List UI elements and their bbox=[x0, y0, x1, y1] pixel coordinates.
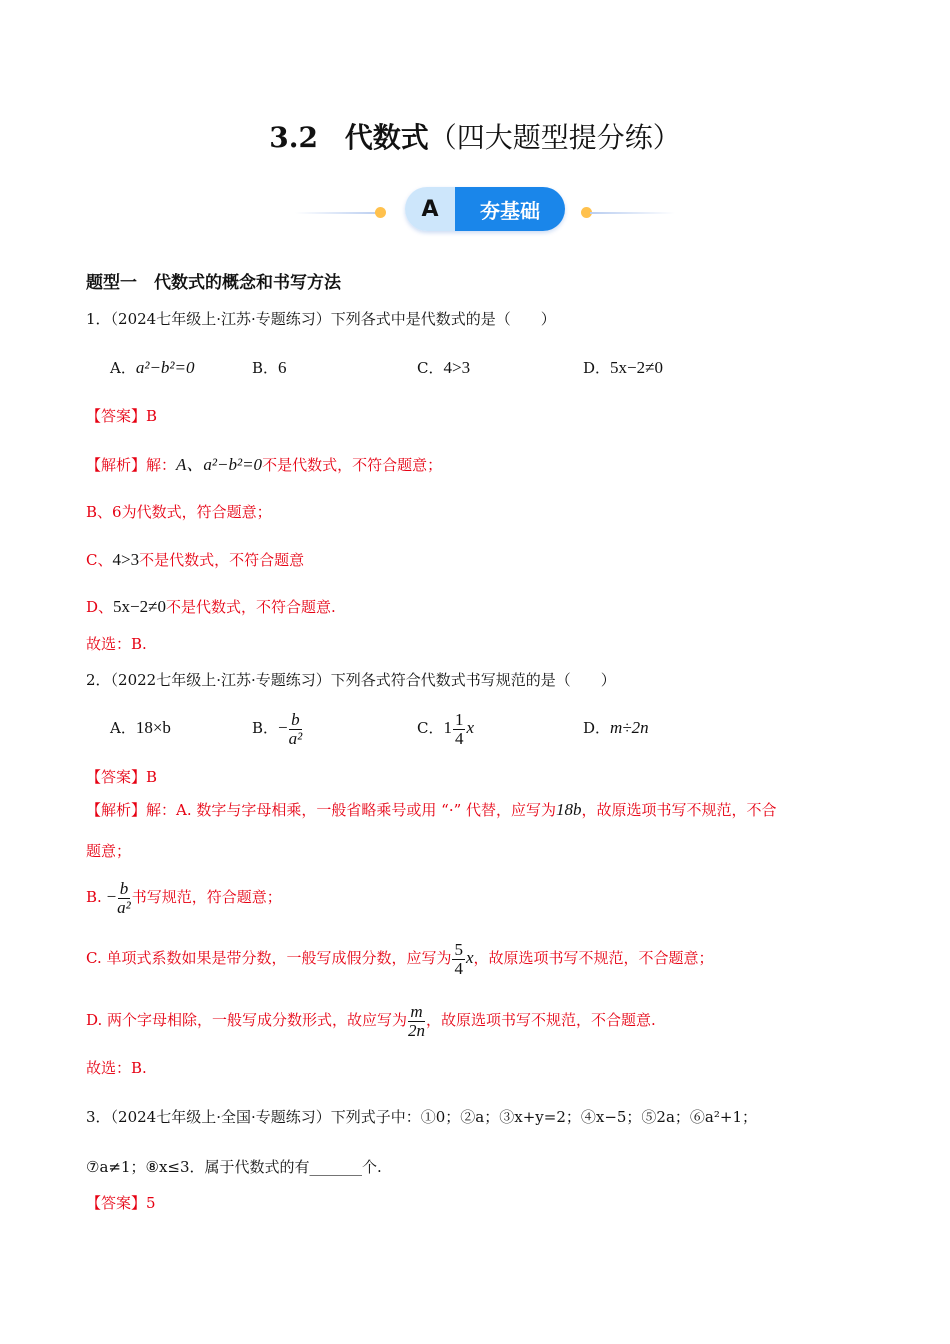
q1-analysis-b: B、6为代数式，符合题意； bbox=[86, 503, 272, 521]
q1-stem: 1．（2024七年级上·江苏·专题练习）下列各式中是代数式的是（ ） bbox=[86, 310, 556, 328]
section-heading: 题型一 代数式的概念和书写方法 bbox=[86, 273, 341, 293]
q1-conclusion: 故选：B. bbox=[86, 635, 147, 653]
q3-answer: 【答案】5 bbox=[86, 1194, 156, 1212]
q1-answer: 【答案】B bbox=[86, 407, 158, 425]
q1-option-d: D．5x−2≠0 bbox=[583, 358, 663, 377]
title-main: 代数式 bbox=[344, 121, 429, 154]
q2-stem: 2．（2022七年级上·江苏·专题练习）下列各式符合代数式书写规范的是（ ） bbox=[86, 671, 616, 689]
q2-analysis-a-cont: 题意； bbox=[86, 842, 132, 860]
title-sub: （四大题型提分练） bbox=[428, 121, 681, 154]
q3-stem-line1: 3．（2024七年级上·全国·专题练习）下列式子中：①0；②a；③x+y=2；④x−5；⑤2a；⑥a²+1； bbox=[86, 1108, 757, 1126]
q1-analysis-d: D、5x−2≠0不是代数式，不符合题意. bbox=[86, 597, 336, 616]
q2-option-d: D．m÷2n bbox=[583, 718, 649, 737]
q2-analysis-c: C. 单项式系数如果是带分数，一般写成假分数，应写为 $\frac{5}{4}$ x，故原选项书写不规范，不合题意； bbox=[86, 939, 714, 978]
q2-analysis-a: 【解析】解：A. 数字与字母相乘，一般省略乘号或用 “·” 代替，应写为18b，故原选项书写不规范，不合 bbox=[86, 800, 777, 819]
q2-option-a: A．18×b bbox=[110, 718, 171, 737]
divider-right bbox=[590, 212, 675, 214]
q1-analysis-c: C、4>3不是代数式，不符合题意 bbox=[86, 550, 305, 569]
q2-analysis-d: D. 两个字母相除，一般写成分数形式，故应写为 $\frac{m}{2n}$ ，故原选项书写不规范，不合题意. bbox=[86, 1001, 656, 1040]
q1-option-b: B．6 bbox=[252, 358, 287, 377]
badge-letter: A bbox=[405, 187, 455, 231]
dot-left-icon bbox=[375, 207, 386, 218]
q2-option-c: C．1 $\frac{1}{4}$ x bbox=[417, 709, 475, 748]
q1-option-a: A．a²−b²=0 bbox=[110, 358, 195, 377]
q3-stem-line2: ⑦a≠1；⑧x≤3．属于代数式的有_______个. bbox=[86, 1158, 382, 1176]
q2-option-b: B．− $\frac{b}{\text{a²}}$ bbox=[252, 709, 303, 748]
q2-analysis-b: B. − $\frac{b}{\text{a²}}$ 书写规范，符合题意； bbox=[86, 878, 282, 917]
section-number: 3.2 bbox=[269, 121, 318, 154]
badge-label: 夯基础 bbox=[455, 187, 565, 231]
q2-conclusion: 故选：B. bbox=[86, 1059, 147, 1077]
level-badge bbox=[405, 187, 565, 231]
divider-left bbox=[295, 212, 380, 214]
q2-answer: 【答案】B bbox=[86, 768, 158, 786]
page-title bbox=[0, 118, 950, 158]
q1-option-c: C．4>3 bbox=[417, 358, 471, 377]
q1-analysis-a: 【解析】解：A、a²−b²=0不是代数式，不符合题意； bbox=[86, 455, 443, 474]
